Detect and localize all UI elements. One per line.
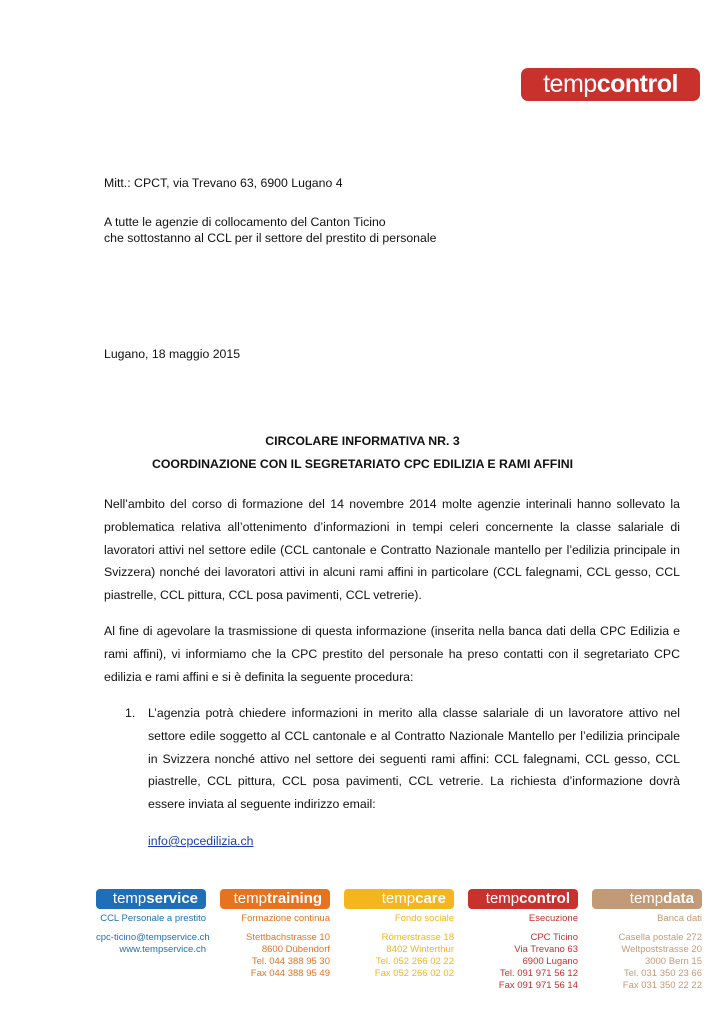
footer-line: Tel. 052 266 02 22 (375, 956, 454, 967)
tempcontrol-badge (468, 889, 578, 909)
badge-prefix: temp (381, 890, 416, 907)
footer-desc: Esecuzione (528, 913, 578, 924)
footer-lines (592, 932, 702, 992)
footer-line: www.tempservice.ch (119, 944, 206, 955)
footer-line: Fax 091 971 56 14 (498, 980, 578, 991)
badge-suffix: control (519, 890, 570, 907)
badge-prefix: temp (485, 890, 520, 907)
badge-prefix: temp (629, 890, 664, 907)
sender-line: Mitt.: CPCT, via Trevano 63, 6900 Lugano 4 (104, 176, 343, 190)
footer-lines (468, 932, 578, 992)
tempcare-badge (344, 889, 454, 909)
footer-line: 8600 Dübendorf (261, 944, 330, 955)
footer-line: Fax 044 388 95 49 (250, 968, 330, 979)
badge-suffix: service (146, 890, 198, 907)
letter-date: Lugano, 18 maggio 2015 (104, 347, 241, 361)
footer-tempservice (96, 889, 210, 956)
logo-text-temp: temp (543, 70, 597, 98)
footer-lines (344, 932, 454, 980)
list-item-text: L’agenzia potrà chiedere informazioni in merito alla classe salariale di un lavoratore attivo nel settore edile soggetto al CCL cantonale e al Contratto Nazionale Mantello per l’edilizia principale in Svizzera nonché attivo nel settore dei seguenti rami affini: CCL falegnami, CCL gesso, CCL piastrelle, CCL pittura, CCL posa pavimenti, CCL vetrerie. La richiesta d’informazione dovrà essere inviata al seguente indirizzo email: (148, 706, 680, 812)
footer-line: Tel. 091 971 56 12 (499, 968, 578, 979)
recipient-line-2: che sottostanno al CCL per il settore del prestito di personale (104, 231, 437, 245)
temptraining-badge (220, 889, 330, 909)
footer-tempdata (592, 889, 702, 992)
footer-line: Via Trevano 63 (514, 944, 578, 955)
footer-line: Römerstrasse 18 (381, 932, 454, 943)
list-item-number: 1. (125, 706, 136, 720)
logo-text-control: control (596, 70, 678, 98)
footer-line: 6900 Lugano (522, 956, 578, 967)
circular-title: CIRCOLARE INFORMATIVA NR. 3 (265, 434, 460, 448)
footer-line: cpc-ticino@tempservice.ch (96, 932, 210, 943)
badge-prefix: temp (233, 890, 267, 907)
tempcontrol-logo (521, 68, 700, 101)
footer-desc: Formazione continua (241, 913, 330, 924)
footer-tempcontrol (468, 889, 578, 992)
footer-line: Weltpoststrasse 20 (621, 944, 702, 955)
footer-line: Casella postale 272 (618, 932, 702, 943)
footer-line: CPC Ticino (530, 932, 578, 943)
circular-subject: COORDINAZIONE CON IL SEGRETARIATO CPC EDILIZIA E RAMI AFFINI (151, 457, 574, 471)
footer-lines (220, 932, 330, 980)
footer-line: Fax 031 350 22 22 (622, 980, 702, 991)
footer-tempcare (344, 889, 454, 980)
tempservice-badge (96, 889, 206, 909)
footer-line: 8402 Winterthur (386, 944, 454, 955)
footer-temptraining (220, 889, 330, 980)
footer-line: Tel. 031 350 23 66 (623, 968, 702, 979)
paragraph-1: Nell’ambito del corso di formazione del 14 novembre 2014 molte agenzie interinali hanno sollevato la problematica relativa all’ottenimento d’informazioni in tempi celeri concernente la classe salariale di lavoratori attivi nel settore edile (CCL cantonale e Contratto Nazionale mantello per l’edilizia principale in Svizzera) nonché dei lavoratori attivi in alcuni rami affini in particolare (CCL falegnami, CCL gesso, CCL piastrelle, CCL pittura, CCL posa pavimenti, CCL vetrerie). (104, 497, 680, 603)
footer-line: Stettbachstrasse 10 (246, 932, 330, 943)
footer-desc: Fondo sociale (394, 913, 454, 924)
badge-suffix: data (663, 890, 694, 907)
footer-line: Fax 052 266 02 02 (374, 968, 454, 979)
paragraph-2: Al fine di agevolare la trasmissione di questa informazione (inserita nella banca dati della CPC Edilizia e rami affini), vi informiamo che la CPC prestito del personale ha preso contatti con il segretariato CPC edilizia e rami affini e si è definita la seguente procedura: (104, 624, 680, 684)
footer-lines (96, 932, 210, 956)
badge-prefix: temp (112, 890, 147, 907)
recipient-line-1: A tutte le agenzie di collocamento del Canton Ticino (104, 215, 386, 229)
badge-suffix: training (267, 890, 322, 907)
footer-desc: CCL Personale a prestito (100, 913, 206, 924)
footer-line: Tel. 044 388 95 30 (251, 956, 330, 967)
badge-suffix: care (415, 890, 446, 907)
footer-line: 3000 Bern 15 (644, 956, 702, 967)
email-link[interactable]: info@cpcedilizia.ch (148, 834, 254, 848)
tempdata-badge (592, 889, 702, 909)
footer-desc: Banca dati (657, 913, 702, 924)
